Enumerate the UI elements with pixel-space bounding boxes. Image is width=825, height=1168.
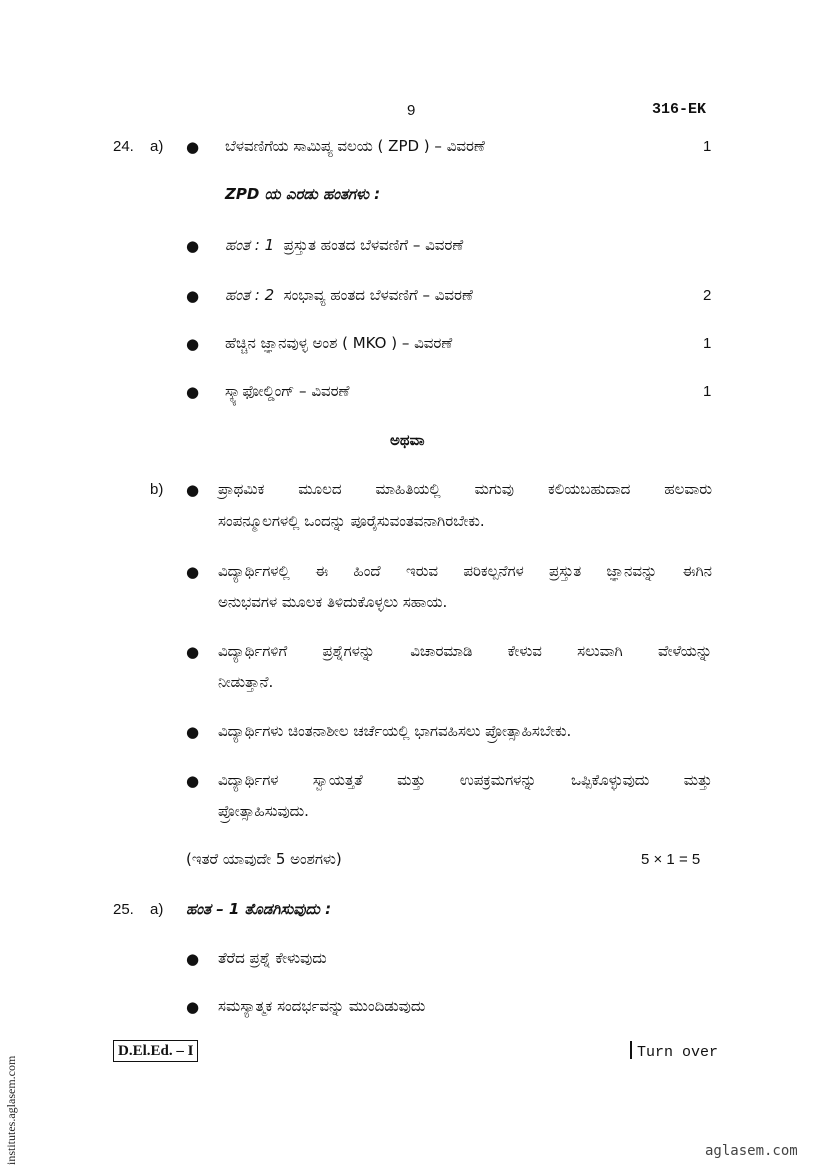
point-5-line-1: ವಿದ್ಯಾರ್ಥಿಗಳ ಸ್ವಾಯತ್ತತೆ ಮತ್ತು ಉಪಕ್ರಮಗಳನ್ನು ಒಪ್ಪಿಕೊಳ್ಳುವುದು ಮತ್ತು [218, 771, 712, 789]
question-number-24: 24. [113, 138, 134, 155]
point-2-line-1: ವಿದ್ಯಾರ್ಥಿಗಳಲ್ಲಿ ಈ ಹಿಂದೆ ಇರುವ ಪರಿಕಲ್ಪನೆಗಳ ಪ್ರಸ್ತುತ ಜ್ಞಾನವನ್ನು ಈಗಿನ [218, 562, 712, 580]
stage-1-heading: ಹಂತ – 1 ತೊಡಗಿಸುವುದು : [186, 900, 332, 918]
problem-context-item: ಸಮಸ್ಯಾತ್ಮಕ ಸಂದರ್ಭವನ್ನು ಮುಂದಿಡುವುದು [218, 997, 426, 1015]
bullet: ● [186, 643, 200, 661]
side-watermark: institutes.aglasem.com [4, 1055, 18, 1165]
any-five-note: (ಇತರೆ ಯಾವುದೇ 5 ಅಂಶಗಳು) [186, 850, 342, 868]
stage-1-item [225, 235, 463, 255]
bullet: ● [186, 287, 200, 305]
point-5-line-2: ಪ್ರೋತ್ಸಾಹಿಸುವುದು. [218, 802, 309, 820]
point-1-line-1: ಪ್ರಾಥಮಿಕ ಮೂಲದ ಮಾಹಿತಿಯಲ್ಲಿ ಮಗುವು ಕಲಿಯಬಹುದಾದ ಹಲವಾರು [218, 480, 712, 498]
bracket-mark [630, 1041, 632, 1059]
site-watermark: aglasem.com [705, 1143, 798, 1159]
marks-formula: 5 × 1 = 5 [641, 851, 701, 868]
point-1-line-2: ಸಂಪನ್ಮೂಲಗಳಲ್ಲಿ ಒಂದನ್ನು ಪೂರೈಸುವಂತವನಾಗಿರಬೇಕು. [218, 512, 485, 530]
mko-item: ಹೆಚ್ಚಿನ ಜ್ಞಾನವುಳ್ಳ ಅಂಶ ( MKO ) – ವಿವರಣೆ [225, 334, 453, 352]
turn-over [630, 1041, 718, 1062]
bullet: ● [186, 237, 200, 255]
bullet: ● [186, 723, 200, 741]
or-separator: ಅಥವಾ [390, 431, 425, 449]
marks: 1 [703, 335, 712, 352]
point-4: ವಿದ್ಯಾರ್ಥಿಗಳು ಚಿಂತನಾಶೀಲ ಚರ್ಚೆಯಲ್ಲಿ ಭಾಗವಹಿಸಲು ಪ್ರೋತ್ಸಾಹಿಸಬೇಕು. [218, 722, 572, 740]
scaffolding-item: ಸ್ಕ್ಯಾಫೋಲ್ಡಿಂಗ್ – ವಿವರಣೆ [225, 382, 350, 400]
bullet: ● [186, 335, 200, 353]
bullet: ● [186, 481, 200, 499]
bullet: ● [186, 383, 200, 401]
marks: 1 [703, 383, 712, 400]
bullet: ● [186, 772, 200, 790]
part-a-label: a) [150, 138, 164, 155]
open-question-item: ತೆರೆದ ಪ್ರಶ್ನೆ ಕೇಳುವುದು [218, 949, 327, 967]
bullet: ● [186, 563, 200, 581]
bullet: ● [186, 998, 200, 1016]
marks: 1 [703, 138, 712, 155]
stage-2-label: ಹಂತ : 2 [225, 286, 275, 304]
stage-2-text: ಸಂಭಾವ್ಯ ಹಂತದ ಬೆಳವಣಿಗೆ – ವಿವರಣೆ [283, 286, 473, 304]
point-3-line-1: ವಿದ್ಯಾರ್ಥಿಗಳಿಗೆ ಪ್ರಶ್ನೆಗಳನ್ನು ವಿಚಾರಮಾಡಿ ಕೇಳುವ ಸಲುವಾಗಿ ವೇಳೆಯನ್ನು [218, 642, 712, 660]
point-2-line-2: ಅನುಭವಗಳ ಮೂಲಕ ತಿಳಿದುಕೊಳ್ಳಲು ಸಹಾಯ. [218, 593, 448, 611]
zpd-subheading: ZPD ಯ ಎರಡು ಹಂತಗಳು : [225, 185, 381, 203]
stage-1-label: ಹಂತ : 1 [225, 236, 275, 254]
part-b-label: b) [150, 481, 164, 498]
marks: 2 [703, 287, 712, 304]
bullet: ● [186, 138, 200, 156]
stage-1-text: ಪ್ರಸ್ತುತ ಹಂತದ ಬೆಳವಣಿಗೆ – ವಿವರಣೆ [283, 236, 464, 254]
paper-code: 316-EK [652, 101, 707, 118]
stage-2-item [225, 285, 473, 305]
point-3-line-2: ನೀಡುತ್ತಾನೆ. [218, 673, 274, 691]
turn-over-label: Turn over [637, 1044, 719, 1061]
part-a-label: a) [150, 901, 164, 918]
question-number-25: 25. [113, 901, 134, 918]
course-code-box: D.El.Ed. – I [113, 1040, 198, 1062]
zpd-item: ಬೆಳವಣಿಗೆಯ ಸಾಮಿಪ್ಯ ವಲಯ ( ZPD ) – ವಿವರಣೆ [225, 137, 485, 155]
bullet: ● [186, 950, 200, 968]
page-number: 9 [407, 102, 416, 119]
